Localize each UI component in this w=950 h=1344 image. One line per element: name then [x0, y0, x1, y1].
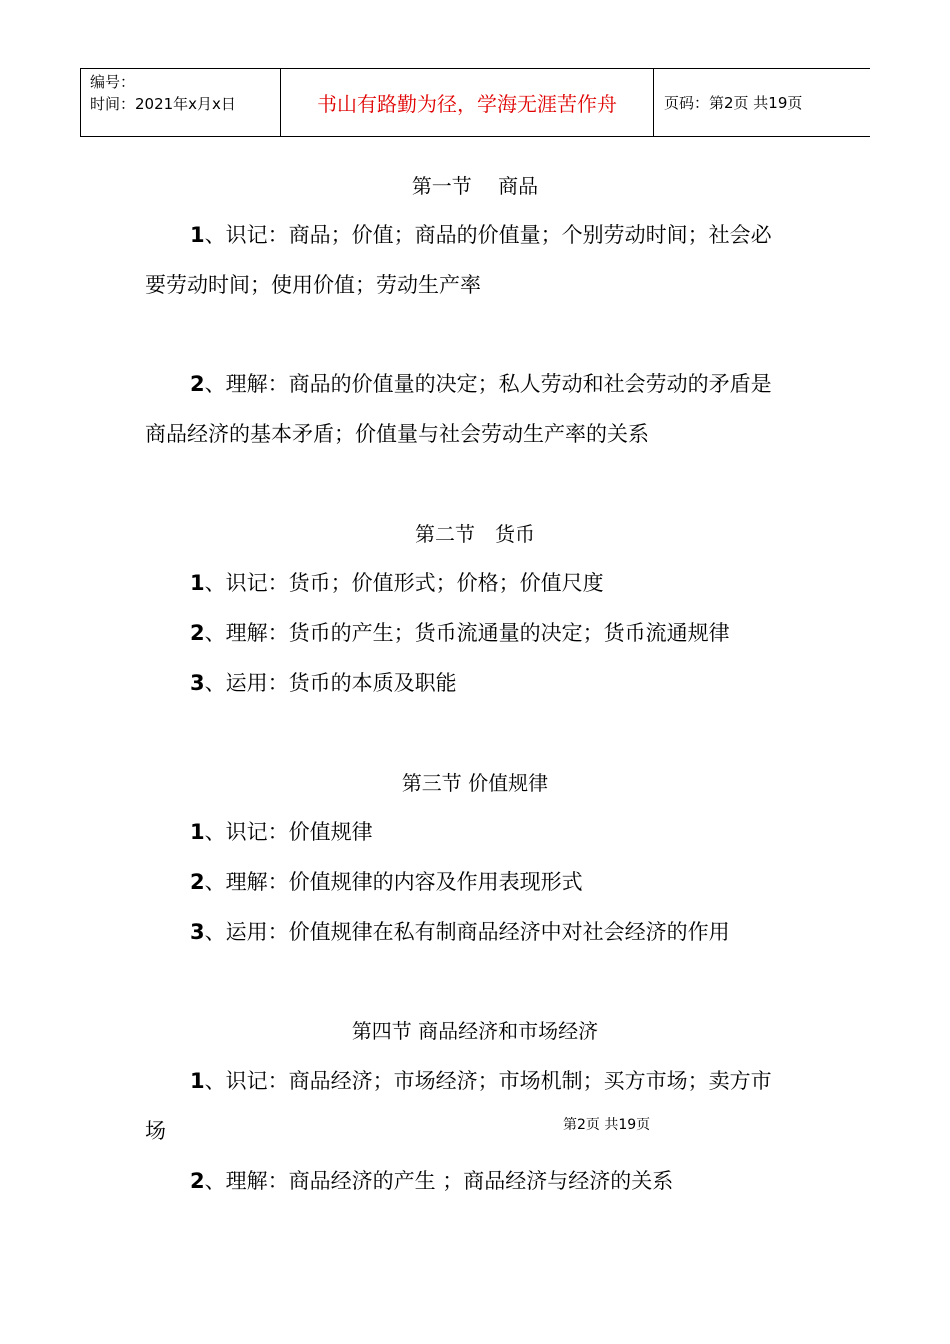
- list-item: 1、识记：商品；价值；商品的价值量；个别劳动时间；社会必: [190, 223, 772, 247]
- list-item: 2、理解：货币的产生；货币流通量的决定；货币流通规律: [190, 621, 730, 645]
- page-footer: 第2页 共19页: [563, 1117, 651, 1133]
- header-motto: 书山有路勤为径，学海无涯苦作舟: [281, 69, 654, 136]
- list-item: 1、识记：货币；价值形式；价格；价值尺度: [190, 571, 604, 595]
- header-page-info: 页码：第2页 共19页: [664, 94, 803, 112]
- time-label: 时间：2021年x月x日: [90, 95, 236, 113]
- section-title: 第二节 货币: [415, 522, 535, 546]
- section-title: 第四节 商品经济和市场经济: [351, 1019, 599, 1043]
- list-item: 3、运用：货币的本质及职能: [190, 671, 457, 695]
- list-item-continuation: 商品经济的基本矛盾；价值量与社会劳动生产率的关系: [145, 422, 649, 446]
- list-item: 2、理解：商品的价值量的决定；私人劳动和社会劳动的矛盾是: [190, 372, 772, 396]
- header-left-cell: [80, 69, 281, 136]
- list-item-continuation: 要劳动时间；使用价值；劳动生产率: [145, 273, 481, 297]
- section-title: 第三节 价值规律: [401, 771, 549, 795]
- list-item: 1、识记：价值规律: [190, 820, 373, 844]
- number-label: 编号：: [90, 73, 136, 91]
- list-item: 3、运用：价值规律在私有制商品经济中对社会经济的作用: [190, 920, 730, 944]
- list-item: 2、理解：价值规律的内容及作用表现形式: [190, 870, 583, 894]
- section-title: 第一节 商品: [411, 174, 539, 198]
- list-item: 2、理解：商品经济的产生 ；商品经济与经济的关系: [190, 1169, 674, 1193]
- header-table: [80, 68, 870, 137]
- list-item: 1、识记：商品经济；市场经济；市场机制；买方市场；卖方市: [190, 1069, 772, 1093]
- list-item-continuation: 场: [145, 1119, 166, 1143]
